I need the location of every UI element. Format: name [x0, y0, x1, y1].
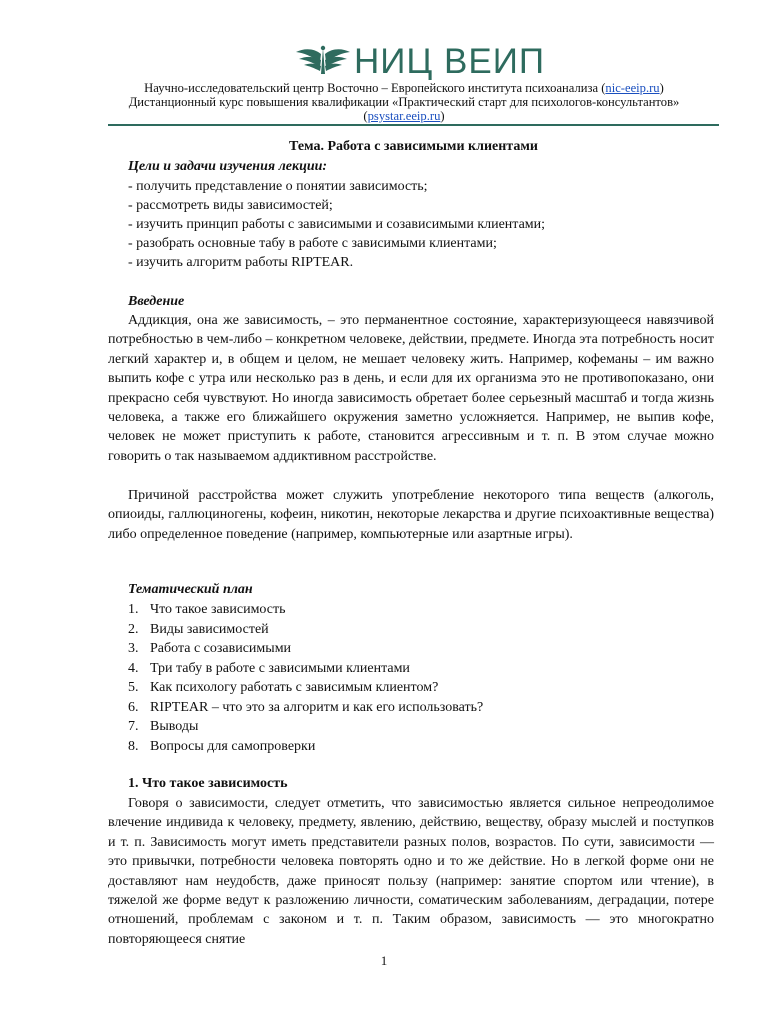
section-1-paragraph: Говоря о зависимости, следует отметить, что зависимостью является сильное непреодолимое влечение индивида к человеку, предмету, явлению, действию, веществу, образу мыслей и поступков и т. п. Зависимость могут иметь представители разных полов, возрастов. По сути, зависимости — это привычки, потребности человека повторять одно и то же действие. Но в легкой форме они не доставляют нам неудобств, даже приносят пользу (например: занятие спортом или чтение), в тяжелой же форме ведут к разложению личности, соматическим заболеваниям, деградации, потере отношений, проблемам с законом и т. п. Таким образом, зависимость — это многократно повторяющееся снятие — [108, 796, 714, 947]
goal-item: - изучить принцип работы с зависимыми и созависимыми клиентами; — [128, 217, 546, 232]
plan-item: 5. Как психологу работать с зависимым клиентом? — [128, 680, 439, 695]
intro-heading: Введение — [128, 294, 185, 309]
header-line-2: Дистанционный курс повышения квалификации «Практический старт для психологов-консультантов» — [128, 95, 680, 109]
logo-text: НИЦ ВЕИП — [354, 42, 546, 81]
header-line-1: Научно-исследовательский центр Восточно – Европейского института психоанализа (nic-eeip.ru) — [144, 81, 664, 95]
goal-item: - получить представление о понятии зависимость; — [128, 179, 428, 194]
intro-paragraph-2: Причиной расстройства может служить употребление некоторого типа веществ (алкоголь, опиоиды, галлюциногены, кофеин, никотин, некоторые лекарства и другие психоактивные вещества) либо определенное поведение (например, компьютерные или азартные игры). — [108, 488, 714, 542]
plan-item: 3. Работа с созависимыми — [128, 641, 292, 656]
section-1-heading: 1. Что такое зависимость — [128, 776, 288, 791]
header-divider — [108, 124, 719, 126]
plan-item: 1. Что такое зависимость — [128, 602, 286, 617]
goals-heading: Цели и задачи изучения лекции: — [128, 159, 328, 174]
plan-item: 6. RIPTEAR – что это за алгоритм и как его использовать? — [128, 699, 484, 715]
winged-logo-icon — [294, 44, 352, 80]
plan-item: 7. Выводы — [128, 719, 199, 734]
plan-item: 4. Три табу в работе с зависимыми клиентами — [128, 660, 410, 676]
psystar-link[interactable]: psystar.eeip.ru — [367, 109, 441, 123]
goal-item: - разобрать основные табу в работе с зависимыми клиентами; — [128, 236, 497, 251]
plan-heading: Тематический план — [128, 582, 253, 597]
logo — [294, 44, 545, 80]
lecture-title: Тема. Работа с зависимыми клиентами — [289, 139, 538, 154]
goal-item: - изучить алгоритм работы RIPTEAR. — [128, 255, 354, 270]
plan-item: 2. Виды зависимостей — [128, 621, 269, 637]
page-number: 1 — [380, 953, 388, 968]
header-line-3: (psystar.eeip.ru) — [363, 109, 445, 123]
plan-list — [128, 600, 483, 756]
intro-paragraph-1: Аддикция, она же зависимость, – это перманентное состояние, характеризующееся навязчивой потребностью в чем-либо – конкретном человеке, действии, предмете. Иногда эта потребность носит легкий характер и, в общем и целом, не мешает человеку жить. Например, кофеманы – им важно выпить кофе с утра или несколько раз в день, и если для их организма это не противопоказано, они прекрасно себя чувствуют. Но иногда зависимость обретает более серьезный масштаб и тогда жизнь человека, а также его ближайшего окружения заметно усложняется. Например, не выпив кофе, человек не может приступить к работе, становится агрессивным и т. п. В этом случае можно говорить о так называемом аддиктивном расстройстве. — [108, 313, 714, 464]
nic-eeip-link[interactable]: nic-eeip.ru — [605, 81, 660, 95]
goal-item: - рассмотреть виды зависимостей; — [128, 198, 333, 213]
plan-item: 8. Вопросы для самопроверки — [128, 738, 316, 754]
